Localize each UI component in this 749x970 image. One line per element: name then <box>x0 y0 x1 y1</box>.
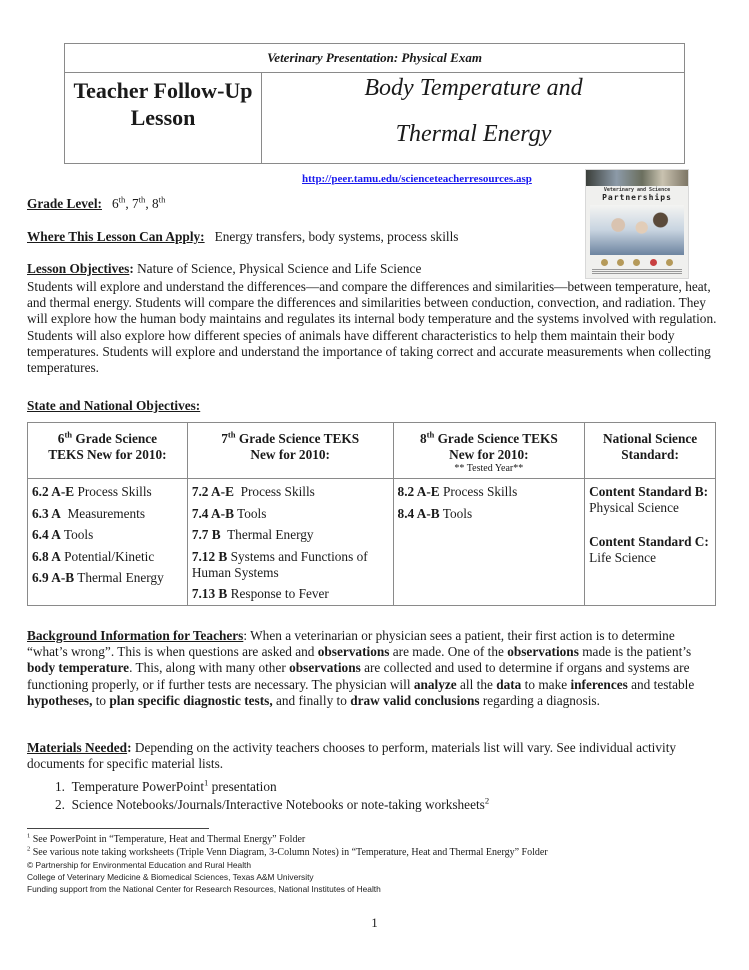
objective-item: 6.9 A-B Thermal Energy <box>32 570 164 585</box>
lesson-title <box>263 73 684 163</box>
header-box <box>64 43 685 164</box>
footnote-ref[interactable]: 2 <box>484 795 490 806</box>
list-item: 1. Temperature PowerPoint$^1$ presentation <box>55 777 277 794</box>
footnote-2: $^2$ See various note taking worksheets (Triple Venn Diagram, 3-Column Notes) in “Temperature, Heat and Thermal Energy” Folder <box>27 845 548 858</box>
materials-intro: Depending on the activity teachers chooses to perform, materials list will vary. See individual activity documents for specific material lists. <box>27 740 677 772</box>
objective-item: 6.4 A Tools <box>32 527 94 542</box>
footnote-divider <box>27 828 209 829</box>
lesson-type-line2: Lesson <box>130 105 196 130</box>
objective-item: 6.3 A Measurements <box>32 505 146 521</box>
lesson-type-line1: Teacher Follow-Up <box>73 78 253 103</box>
standard-item: Content Standard C: Life Science <box>589 534 709 565</box>
objective-item: 8.4 A-B Tools <box>397 505 473 521</box>
objectives-description: Students will explore and understand the differences—and compare the differences and similarities—between temperature, heat, and thermal energy. Students will compare the differences and similarities between conduction, convection, and radiation. They will explore how the human body maintains and regulates its internal body temperature and the systems involved with regulation. Students will also explore how different species of animals have different characteristics to help them maintain their body temperatures. Students will explore and understand the importance of taking correct and accurate measurements when collecting temperatures. <box>27 279 717 376</box>
poster-photo <box>590 205 684 255</box>
grade8-objectives <box>393 479 585 606</box>
col-header-grade8: 8th Grade Science TEKS New for 2010: ** Tested Year** <box>393 423 585 479</box>
background-text: : When a veterinarian or physician sees a patient, their first action is to determine “what’s wrong”. This is when questions are asked and observations are made. One of the observations made is the patient’s body temperature. This, along with many other observations are collected and used to determine if organs and systems are functioning properly, or if further tests are necessary. The physician will analyze all the data to make inferences and testable hypotheses, to plan specific diagnostic tests, and finally to draw valid conclusions regarding a diagnosis. <box>27 628 695 708</box>
credit-line: © Partnership for Environmental Education and Rural Health <box>27 860 252 870</box>
poster-title: Partnerships <box>602 193 672 202</box>
col-header-national: National Science Standard: <box>585 423 716 479</box>
footnote-1: $^1$ See PowerPoint in “Temperature, Heat and Thermal Energy” Folder <box>27 832 306 845</box>
where-apply-value: Energy transfers, body systems, process skills <box>214 229 459 244</box>
tested-year-note: ** Tested Year** <box>454 463 524 474</box>
objective-item: 7.2 A-E Process Skills <box>191 484 315 499</box>
presentation-label: Veterinary Presentation: Physical Exam <box>65 44 684 73</box>
resource-link[interactable]: http://peer.tamu.edu/scienceteacherresources.asp <box>302 173 532 185</box>
poster-photo-strip <box>586 170 688 186</box>
page-number: 1 <box>371 915 378 930</box>
objective-item: 7.13 B Response to Fever <box>191 586 329 601</box>
grade-value: 6th, 7th, 8th <box>111 194 166 211</box>
table-header-row <box>28 423 716 479</box>
lesson-type <box>65 73 262 163</box>
objective-item: 7.4 A-B Tools <box>191 505 267 521</box>
grade-level <box>27 196 165 212</box>
materials-needed: Materials Needed: Depending on the activity teachers chooses to perform, materials list will vary. See individual activity documents for specific material lists. <box>27 740 677 772</box>
poster-seals <box>596 259 678 267</box>
materials-label: Materials Needed <box>27 740 128 755</box>
lesson-objectives-label: Lesson Objectives <box>27 261 130 276</box>
poster-image <box>585 169 689 279</box>
background-label: Background Information for Teachers <box>27 628 244 643</box>
list-item: 2. Science Notebooks/Journals/Interactive Notebooks or note-taking worksheets$^2$ <box>55 795 490 812</box>
where-apply-label: Where This Lesson Can Apply: <box>27 229 205 244</box>
poster-footer-text <box>592 269 682 274</box>
grade6-objectives <box>28 479 188 606</box>
objective-item: 7.12 B Systems and Functions of Human Systems <box>191 548 368 580</box>
poster-top-text: Veterinary and Science <box>603 187 671 193</box>
lesson-title-line2: Thermal Energy <box>395 121 552 147</box>
grade7-objectives <box>187 479 393 606</box>
lesson-objectives: Lesson Objectives: Nature of Science, Physical Science and Life Science <box>27 261 422 276</box>
table-row <box>28 479 716 606</box>
objective-item: 7.7 B Thermal Energy <box>191 527 314 542</box>
standard-item: Content Standard B: Physical Science <box>589 484 709 515</box>
state-national-objectives-label: State and National Objectives: <box>27 398 201 413</box>
background-info <box>27 628 717 709</box>
objective-item: 8.2 A-E Process Skills <box>397 484 518 499</box>
grade-level-label: Grade Level: <box>27 196 102 211</box>
col-header-grade7: 7th Grade Science TEKS New for 2010: <box>187 423 393 479</box>
national-standards <box>585 479 716 606</box>
lesson-title-line1: Body Temperature and <box>364 75 583 101</box>
credit-line: Funding support from the National Center for Research Resources, National Institutes of Health <box>27 884 381 894</box>
col-header-grade6: 6th Grade Science TEKS New for 2010: <box>28 423 188 479</box>
lesson-objectives-value: Nature of Science, Physical Science and Life Science <box>133 261 422 276</box>
objective-item: 6.8 A Potential/Kinetic <box>32 548 155 564</box>
objectives-table <box>27 422 716 606</box>
objective-item: 6.2 A-E Process Skills <box>32 484 152 499</box>
credit-line: College of Veterinary Medicine & Biomedical Sciences, Texas A&M University <box>27 872 314 882</box>
footnote-ref[interactable]: 1 <box>204 777 209 788</box>
where-apply <box>27 229 458 245</box>
